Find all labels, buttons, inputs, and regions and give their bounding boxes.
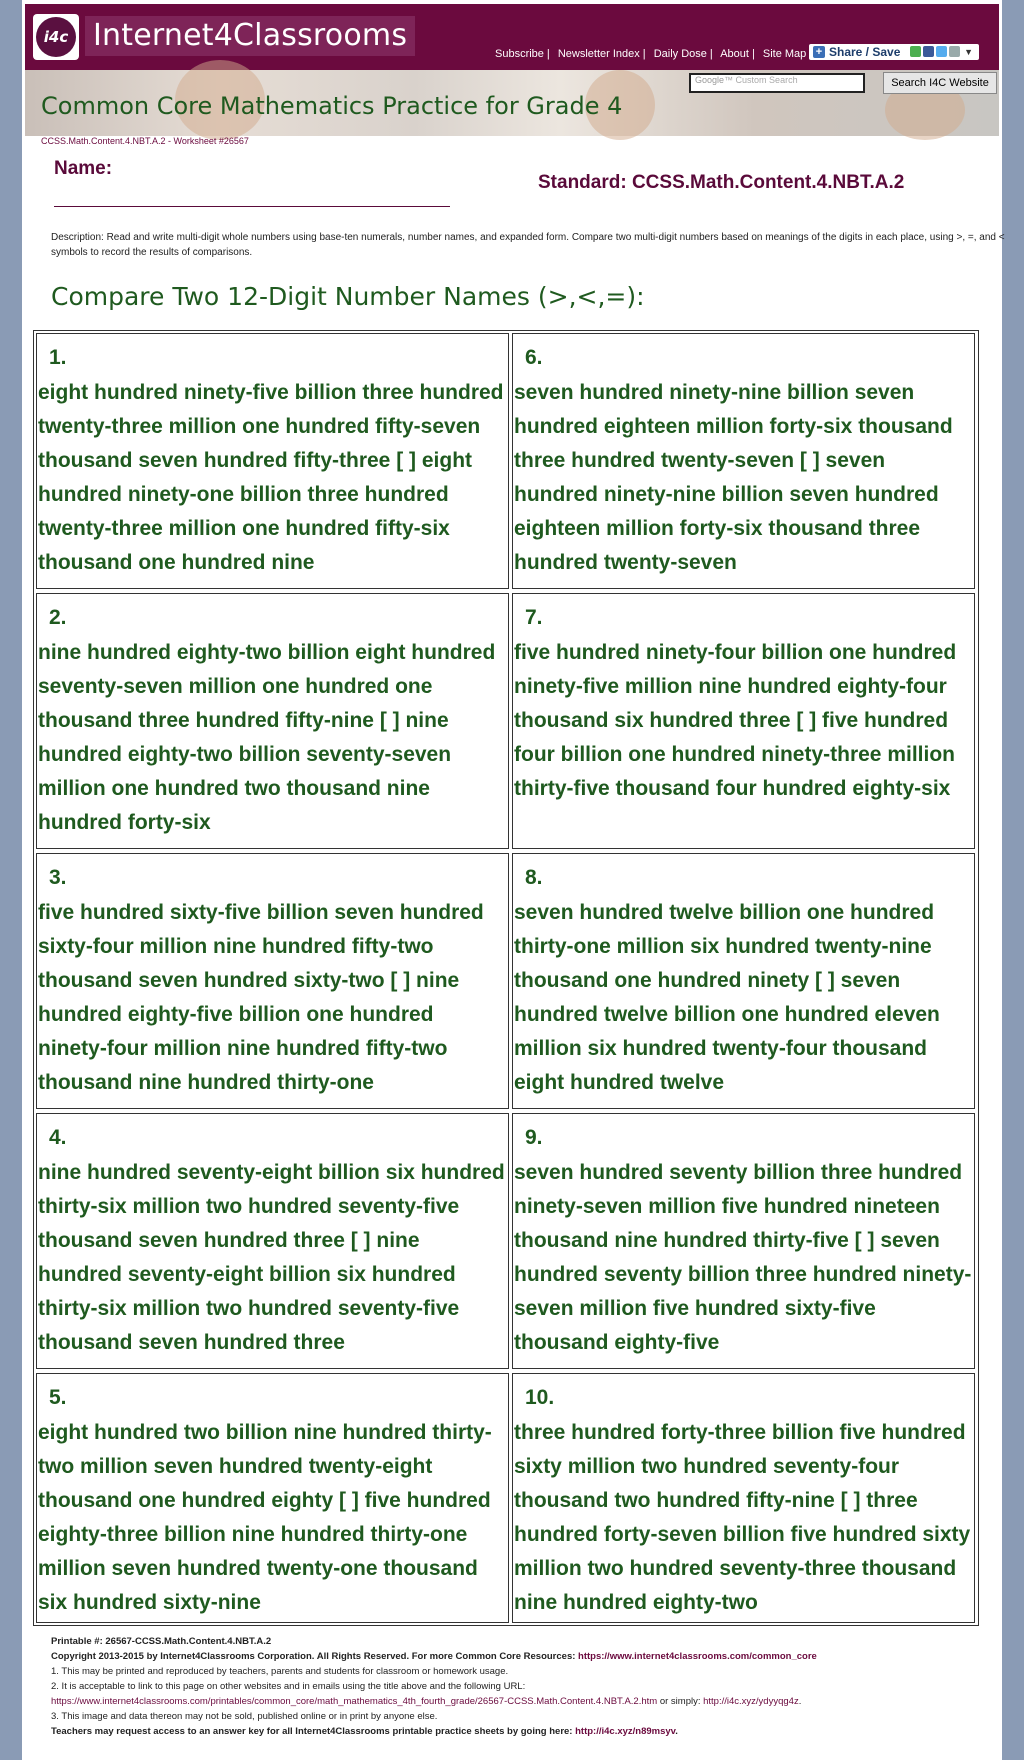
problem-number: 5.	[49, 1386, 67, 1409]
email-icon[interactable]	[949, 46, 960, 57]
problem-number: 2.	[49, 606, 67, 629]
url-line: https://www.internet4classrooms.com/printables/common_core/math_mathematics_4th_fourth_grade/26567-CCSS.Math.Content.4.NBT.A.2.htm or simply: http://i4c.xyz/ydyyqg4z.	[51, 1696, 802, 1707]
problem-number: 7.	[525, 606, 543, 629]
usage-note-3: 3. This image and data thereon may not be sold, published online or in print by anyone else.	[51, 1711, 438, 1722]
problem-cell	[512, 1113, 975, 1369]
problem-number: 4.	[49, 1126, 67, 1149]
breadcrumb: CCSS.Math.Content.4.NBT.A.2 - Worksheet #26567	[41, 136, 249, 146]
search-button[interactable]: Search I4C Website	[883, 72, 997, 94]
name-label: Name:	[54, 158, 113, 179]
refresh-icon[interactable]	[910, 46, 921, 57]
url-or: or simply:	[659, 1696, 701, 1707]
plus-icon: +	[813, 46, 825, 58]
page	[22, 0, 1005, 1760]
problem-number: 8.	[525, 866, 543, 889]
answer-key-link[interactable]: http://i4c.xyz/n89msyv	[575, 1726, 676, 1737]
footer	[51, 1634, 1001, 1739]
problem-text: eight hundred two billion nine hundred thirty-two million seven hundred twenty-eight thousand one hundred eighty [ ] five hundred eighty-three billion nine hundred thirty-one million seven hundred twenty-one thousand six hundred sixty-nine	[38, 1421, 492, 1614]
usage-note-2: 2. It is acceptable to link to this page on other websites and in emails using the title above and the following URL:	[51, 1681, 526, 1692]
name-line	[54, 206, 450, 207]
problem-cell	[512, 593, 975, 849]
facebook-icon[interactable]	[923, 46, 934, 57]
chevron-down-icon[interactable]: ▼	[964, 47, 973, 57]
answer-key-line: Teachers may request access to an answer key for all Internet4Classrooms printable practice sheets by going here: http://i4c.xyz/n89msyv.	[51, 1726, 678, 1737]
site-header	[25, 4, 999, 70]
problem-cell	[36, 593, 509, 849]
twitter-icon[interactable]	[936, 46, 947, 57]
logo-text: i4c	[43, 28, 69, 46]
search-input[interactable]: Google™ Custom Search	[689, 73, 865, 93]
common-core-link[interactable]: https://www.internet4classrooms.com/common_core	[578, 1651, 817, 1662]
nav-site-map[interactable]: Site Map	[762, 48, 807, 60]
top-nav: Subscribe | Newsletter Index | Daily Dose | About | Site Map	[495, 48, 807, 60]
nav-about[interactable]: About	[720, 48, 749, 60]
worksheet-title: Compare Two 12-Digit Number Names (>,<,=):	[51, 282, 645, 311]
share-save-button[interactable]	[809, 44, 979, 60]
problem-text: seven hundred seventy billion three hundred ninety-seven million five hundred nineteen thousand nine hundred thirty-five [ ] seven hundred seventy billion three hundred ninety-seven million five hundred sixty-five thousand eighty-five	[514, 1161, 972, 1354]
nav-subscribe[interactable]: Subscribe	[495, 48, 544, 60]
problem-text: nine hundred seventy-eight billion six hundred thirty-six million two hundred seventy-five thousand seven hundred three [ ] nine hundred seventy-eight billion six hundred thirty-six million two hundred seventy-five thousand seven hundred three	[38, 1161, 505, 1354]
banner	[25, 70, 999, 136]
copyright-text: Copyright 2013-2015 by Internet4Classrooms Corporation. All Rights Reserved. For more Common Core Resources:	[51, 1651, 576, 1662]
site-name[interactable]: Internet4Classrooms	[85, 16, 415, 56]
page-url-link[interactable]: https://www.internet4classrooms.com/printables/common_core/math_mathematics_4th_fourth_grade/26567-CCSS.Math.Content.4.NBT.A.2.htm	[51, 1696, 658, 1707]
problem-cell	[36, 333, 509, 589]
problem-number: 6.	[525, 346, 543, 369]
search-placeholder: Custom Search	[735, 75, 798, 85]
problem-text: eight hundred ninety-five billion three hundred twenty-three million one hundred fifty-seven thousand seven hundred fifty-three [ ] eight hundred ninety-one billion three hundred twenty-three million one hundred fifty-six thousand one hundred nine	[38, 381, 504, 574]
printable-number: Printable #: 26567-CCSS.Math.Content.4.NBT.A.2	[51, 1636, 272, 1647]
problem-text: seven hundred ninety-nine billion seven hundred eighteen million forty-six thousand three hundred twenty-seven [ ] seven hundred ninety-nine billion seven hundred eighteen million forty-six thousand three hundred twenty-seven	[514, 381, 953, 574]
standard-label: Standard: CCSS.Math.Content.4.NBT.A.2	[538, 172, 905, 193]
answer-key-text: Teachers may request access to an answer key for all Internet4Classrooms printable practice sheets by going here:	[51, 1726, 573, 1737]
copyright-line	[51, 1649, 1001, 1664]
problem-text: five hundred sixty-five billion seven hundred sixty-four million nine hundred fifty-two thousand seven hundred sixty-two [ ] nine hundred eighty-five billion one hundred ninety-four million nine hundred fifty-two thousand nine hundred thirty-one	[38, 901, 484, 1094]
problem-text: five hundred ninety-four billion one hundred ninety-five million nine hundred eighty-four thousand six hundred three [ ] five hundred four billion one hundred ninety-three million thirty-five thousand four hundred eighty-six	[514, 641, 957, 800]
nav-daily-dose[interactable]: Daily Dose	[653, 48, 707, 60]
problem-cell	[36, 1113, 509, 1369]
usage-note-1: 1. This may be printed and reproduced by teachers, parents and students for classroom or homework usage.	[51, 1666, 509, 1677]
problem-cell	[36, 1373, 509, 1623]
problem-number: 10.	[525, 1386, 555, 1409]
problem-text: seven hundred twelve billion one hundred thirty-one million six hundred twenty-nine thousand one hundred ninety [ ] seven hundred twelve billion one hundred eleven million six hundred twenty-four thousand eight hundred twelve	[514, 901, 940, 1094]
problem-cell	[512, 853, 975, 1109]
problem-cell	[512, 1373, 975, 1623]
problem-text: nine hundred eighty-two billion eight hundred seventy-seven million one hundred one thousand three hundred fifty-nine [ ] nine hundred eighty-two billion seventy-seven million one hundred two thousand nine hundred forty-six	[38, 641, 496, 834]
short-url-link[interactable]: http://i4c.xyz/ydyyqg4z	[703, 1696, 799, 1707]
google-brand: Google	[695, 75, 725, 85]
problem-number: 9.	[525, 1126, 543, 1149]
problem-cell	[36, 853, 509, 1109]
nav-newsletter-index[interactable]: Newsletter Index	[557, 48, 640, 60]
description: Description: Read and write multi-digit whole numbers using base-ten numerals, number names, and expanded form. Compare two multi-digit numbers based on meanings of the digits in each place, using >, =, and < symbols to record the results of comparisons.	[51, 232, 1005, 258]
site-logo[interactable]	[33, 14, 79, 60]
problem-number: 1.	[49, 346, 67, 369]
share-label: Share / Save	[829, 45, 901, 59]
problem-cell	[512, 333, 975, 589]
problem-text: three hundred forty-three billion five hundred sixty million two hundred seventy-four thousand two hundred fifty-nine [ ] three hundred forty-seven billion five hundred sixty million two hundred seventy-three thousand nine hundred eighty-two	[514, 1421, 971, 1614]
problem-number: 3.	[49, 866, 67, 889]
problems-table	[33, 330, 979, 1626]
page-title: Common Core Mathematics Practice for Grade 4	[41, 92, 623, 120]
